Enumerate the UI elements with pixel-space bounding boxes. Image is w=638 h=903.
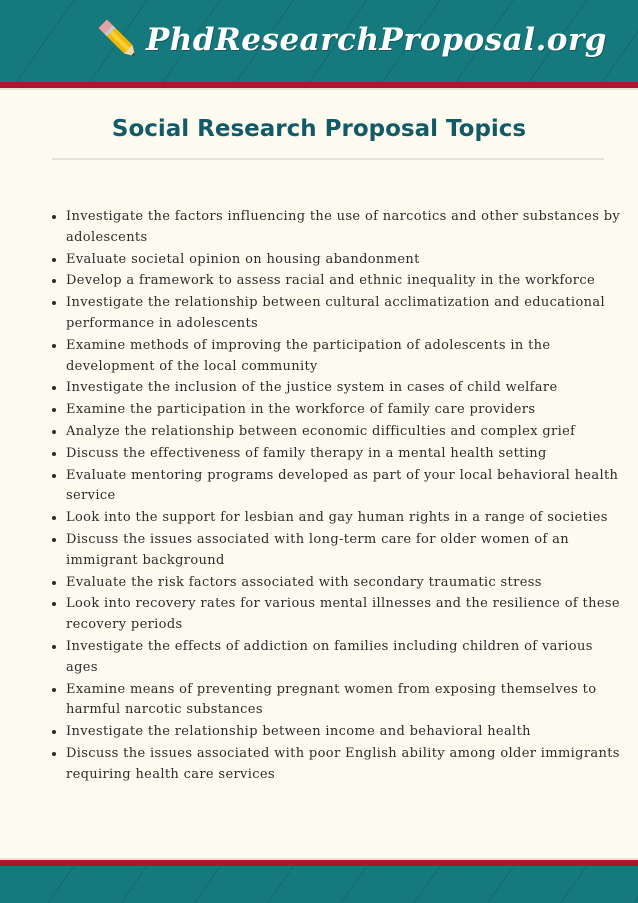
list-item: • Analyze the relationship between economic difficulties and complex grief [66,421,626,443]
list-item: • Look into recovery rates for various mental illnesses and the resilience of these recovery periods [66,593,626,636]
brand-name: PhdResearchProposal.org [146,22,607,58]
list-item: • Examine the participation in the workforce of family care providers [66,399,626,421]
list-item: • Investigate the relationship between income and behavioral health [66,721,626,743]
list-item: • Investigate the inclusion of the justice system in cases of child welfare [66,377,626,399]
list-item: • Evaluate the risk factors associated with secondary traumatic stress [66,572,626,594]
topic-list [48,206,626,786]
list-item: • Investigate the relationship between cultural acclimatization and educational performance in adolescents [66,292,626,335]
pencil-icon [96,15,142,65]
footer-banner [0,866,638,903]
page-title: Social Research Proposal Topics [111,116,527,142]
title-divider [52,158,604,160]
header-banner [0,0,638,82]
list-item: • Develop a framework to assess racial and ethnic inequality in the workforce [66,270,626,292]
list-item: • Discuss the issues associated with poor English ability among older immigrants requiring health care services [66,743,626,786]
list-item: • Investigate the effects of addiction on families including children of various ages [66,636,626,679]
list-item: • Look into the support for lesbian and gay human rights in a range of societies [66,507,626,529]
site-logo[interactable] [96,12,607,68]
list-item: • Evaluate mentoring programs developed as part of your local behavioral health service [66,465,626,508]
list-item: • Examine means of preventing pregnant women from exposing themselves to harmful narcotic substances [66,679,626,722]
list-item: • Evaluate societal opinion on housing abandonment [66,249,626,271]
list-item: • Investigate the factors influencing the use of narcotics and other substances by adolescents [66,206,626,249]
header-divider-light [0,88,638,90]
list-item: • Discuss the effectiveness of family therapy in a mental health setting [66,443,626,465]
list-item: • Examine methods of improving the participation of adolescents in the development of the local community [66,335,626,378]
list-item: • Discuss the issues associated with long-term care for older women of an immigrant background [66,529,626,572]
